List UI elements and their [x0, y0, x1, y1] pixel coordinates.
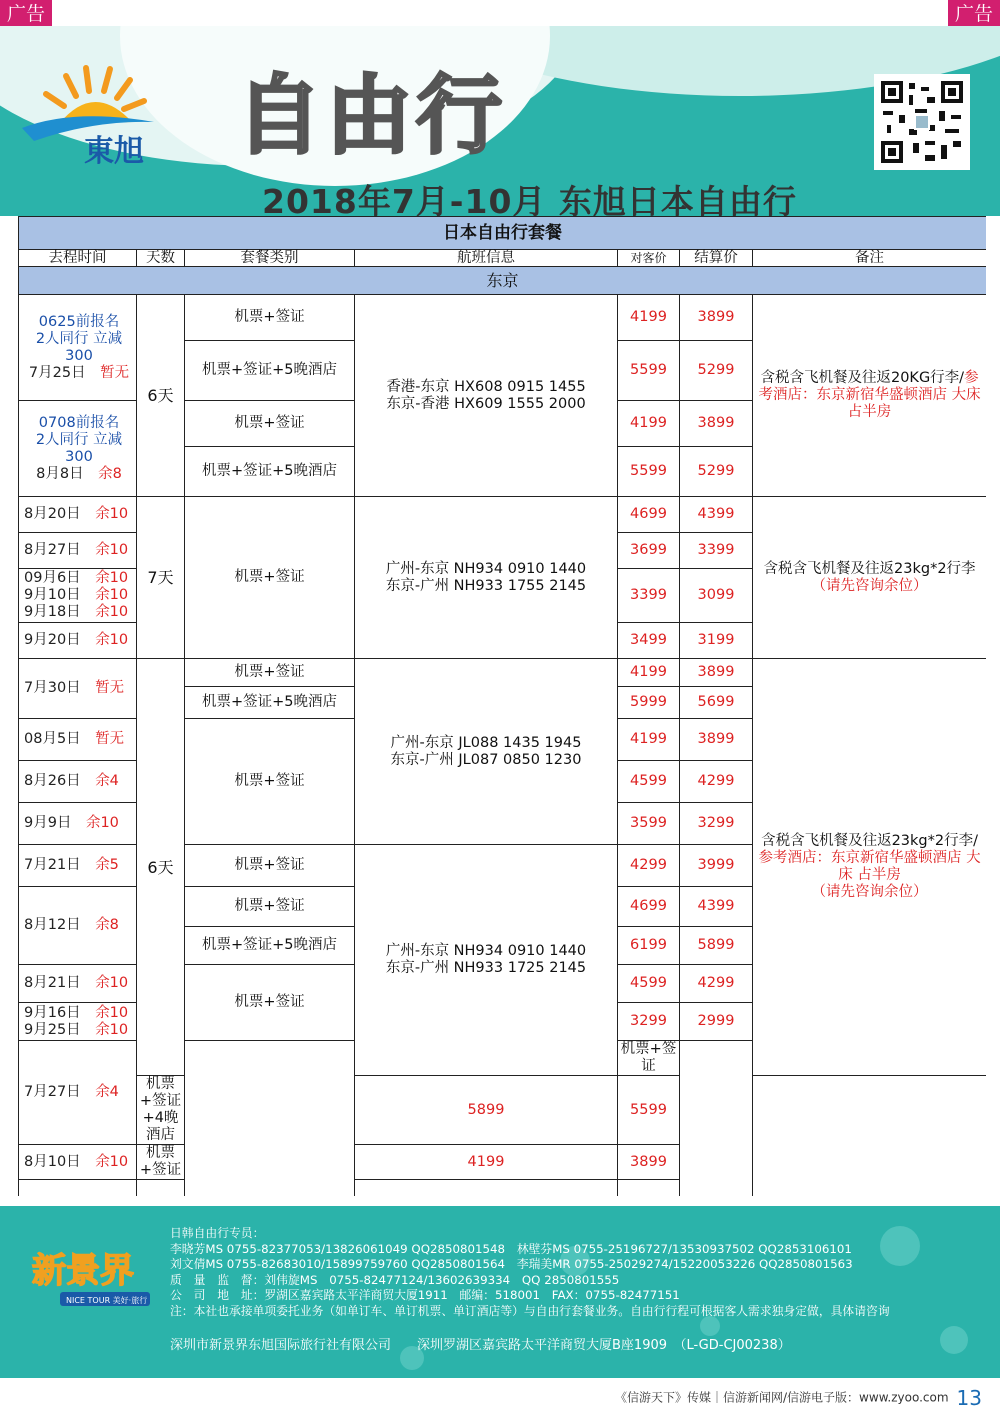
- flight-info: 广州-东京 JL088 1435 1945 东京-广州 JL087 0850 1230: [355, 659, 618, 845]
- departure-date: 8月26日 余4: [19, 761, 137, 803]
- client-price: 5899: [355, 1076, 618, 1145]
- city-header: 东京: [19, 267, 987, 295]
- settle-price: 3899: [618, 1145, 680, 1180]
- client-price: 4599: [618, 761, 680, 803]
- departure-date: 08月5日 暂无: [19, 719, 137, 761]
- page-subtitle: 2018年7月-10月 东旭日本自由行: [262, 182, 797, 216]
- package-type: 机票+签证: [185, 659, 355, 687]
- departure-date: [19, 1180, 137, 1197]
- flight-info: 广州-东京 NH934 0910 1440 东京-广州 NH933 1725 2145: [355, 845, 618, 1076]
- col-header: 备注: [753, 250, 987, 267]
- package-type: 机票+签证: [185, 719, 355, 845]
- departure-date: 8月27日 余10: [19, 533, 137, 569]
- package-type: 机票+签证: [185, 401, 355, 447]
- departure-date: 7月27日 余4: [19, 1041, 137, 1145]
- settle-price: 2999: [680, 1003, 753, 1041]
- package-type: 机票+签证+4晚酒店: [137, 1076, 185, 1145]
- page-title: 自由行: [236, 66, 506, 166]
- client-price: 5999: [618, 687, 680, 719]
- table-title: 日本自由行套餐: [19, 217, 987, 250]
- days-cell: 6天: [137, 659, 185, 1076]
- departure-date: 9月16日 余10 9月25日 余10: [19, 1003, 137, 1041]
- package-type: 机票+签证+5晚酒店: [185, 687, 355, 719]
- departure-date: 9月9日 余10: [19, 803, 137, 845]
- remarks: 含税含飞机餐及往返23kg*2行李/参考酒店：东京新宿华盛顿酒店 大床 占半房 （请先咨询余位）: [753, 659, 987, 1076]
- client-price: 3299: [618, 1003, 680, 1041]
- package-type: 机票+签证+5晚酒店: [185, 341, 355, 401]
- flight-info: 香港-东京 HX608 0915 1455 东京-香港 HX609 1555 2000: [355, 295, 618, 497]
- remarks: 含税含飞机餐及往返20KG行李/参考酒店：东京新宿华盛顿酒店 大床 占半房: [753, 295, 987, 497]
- client-price: 5599: [618, 341, 680, 401]
- page-number: 13: [956, 1386, 982, 1410]
- col-header: 去程时间: [19, 250, 137, 267]
- settle-price: 3899: [680, 659, 753, 687]
- departure-date: 8月10日 余10: [19, 1145, 137, 1180]
- settle-price: 3999: [680, 845, 753, 887]
- footer-banner: [0, 1206, 1000, 1378]
- nice-tour-logo: [30, 1234, 154, 1314]
- package-type: 机票+签证: [185, 497, 355, 659]
- settle-price: [618, 1180, 680, 1197]
- col-header: 结算价: [680, 250, 753, 267]
- ad-label-right: 广告: [948, 0, 1000, 28]
- settle-price: 3899: [680, 719, 753, 761]
- contact-info: 日韩自由行专员： 李晓芳MS 0755-82377053/13826061049 QQ2850801548 林壁芬MS 0755-25196727/13530937502 QQ2853106101 刘文倩MS 0755-82683010/15899759760 QQ2850801564 李瑞美MR 0755-25029274/15220053226 QQ2850801563 质 量 监 督：刘伟旋MS 0755-82477124/13602639334 QQ 2850801555 公 司 地 址：罗湖区嘉宾路太平洋商贸大厦1911 邮编：518001 FAX：0755-82477151 注：本社也承接单项委托业务（如单订车、单订机票、单订酒店等）与自由行套餐业务。自由行行程可根据客人需求独身定做，具体请咨询: [170, 1226, 890, 1318]
- settle-price: 5299: [680, 447, 753, 497]
- client-price: 3399: [618, 569, 680, 623]
- departure-date: 0625前报名 2人同行 立减 300 7月25日 暂无: [19, 295, 137, 401]
- departure-date: 7月21日 余5: [19, 845, 137, 887]
- departure-date: 0708前报名 2人同行 立减 300 8月8日 余8: [19, 401, 137, 497]
- col-header: 航班信息: [355, 250, 618, 267]
- flight-info: [680, 1041, 753, 1197]
- qr-code: [874, 74, 970, 170]
- settle-price: 5899: [680, 927, 753, 965]
- settle-price: 3899: [680, 295, 753, 341]
- client-price: 4199: [618, 719, 680, 761]
- package-type: 机票+签证: [185, 845, 355, 887]
- client-price: 4699: [618, 497, 680, 533]
- client-price: 4599: [618, 965, 680, 1003]
- client-price: 4199: [618, 659, 680, 687]
- package-type: 机票+签证: [185, 295, 355, 341]
- client-price: 6199: [618, 927, 680, 965]
- settle-price: 3199: [680, 623, 753, 659]
- page-footer: 《信游天下》传媒｜信游新闻网/信游电子版：www.zyoo.com 13: [615, 1386, 982, 1410]
- col-header: 套餐类别: [185, 250, 355, 267]
- settle-price: 5699: [680, 687, 753, 719]
- client-price: 4199: [618, 401, 680, 447]
- ad-label-left: 广告: [0, 0, 52, 28]
- svg-text:新景界: 新景界: [32, 1251, 134, 1291]
- departure-date: 8月12日 余8: [19, 887, 137, 965]
- package-type: 机票+签证: [185, 965, 355, 1041]
- client-price: 4299: [618, 845, 680, 887]
- header-banner: [0, 26, 1000, 216]
- settle-price: 5599: [618, 1076, 680, 1145]
- package-type: 机票+签证+5晚酒店: [185, 447, 355, 497]
- svg-text:東旭: 東旭: [84, 134, 144, 166]
- client-price: [355, 1180, 618, 1197]
- client-price: 3499: [618, 623, 680, 659]
- settle-price: 4299: [680, 761, 753, 803]
- package-type: 机票+签证: [618, 1041, 680, 1076]
- col-header: 对客价: [618, 250, 680, 267]
- days-cell: [185, 1041, 355, 1197]
- days-cell: 7天: [137, 497, 185, 659]
- dongxu-logo: [14, 46, 174, 166]
- client-price: 3599: [618, 803, 680, 845]
- departure-date: 09月6日 余10 9月10日 余10 9月18日 余10: [19, 569, 137, 623]
- days-cell: 6天: [137, 295, 185, 497]
- departure-date: 9月20日 余10: [19, 623, 137, 659]
- package-type: 机票+签证: [185, 887, 355, 927]
- package-type: 机票+签证+5晚酒店: [185, 927, 355, 965]
- client-price: 4199: [618, 295, 680, 341]
- settle-price: 3399: [680, 533, 753, 569]
- company-info: 深圳市新景界东旭国际旅行社有限公司 深圳罗湖区嘉宾路太平洋商贸大厦B座1909 （L-GD-CJ00238）: [170, 1338, 791, 1353]
- client-price: 4699: [618, 887, 680, 927]
- settle-price: 4399: [680, 887, 753, 927]
- departure-date: 8月20日 余10: [19, 497, 137, 533]
- package-type: [137, 1180, 185, 1197]
- client-price: 5599: [618, 447, 680, 497]
- remarks: 含税含飞机餐及往返23kg*2行李（请先咨询余位）: [753, 497, 987, 659]
- departure-date: 7月30日 暂无: [19, 659, 137, 719]
- client-price: 3699: [618, 533, 680, 569]
- settle-price: 3299: [680, 803, 753, 845]
- flight-info: 广州-东京 NH934 0910 1440 东京-广州 NH933 1755 2145: [355, 497, 618, 659]
- settle-price: 4299: [680, 965, 753, 1003]
- svg-text:NICE TOUR 美好·旅行: NICE TOUR 美好·旅行: [66, 1296, 148, 1305]
- settle-price: 3099: [680, 569, 753, 623]
- col-header: 天数: [137, 250, 185, 267]
- package-type: 机票+签证: [137, 1145, 185, 1180]
- package-table: [18, 216, 986, 1196]
- departure-date: 8月21日 余10: [19, 965, 137, 1003]
- settle-price: 4399: [680, 497, 753, 533]
- settle-price: 3899: [680, 401, 753, 447]
- client-price: 4199: [355, 1145, 618, 1180]
- settle-price: 5299: [680, 341, 753, 401]
